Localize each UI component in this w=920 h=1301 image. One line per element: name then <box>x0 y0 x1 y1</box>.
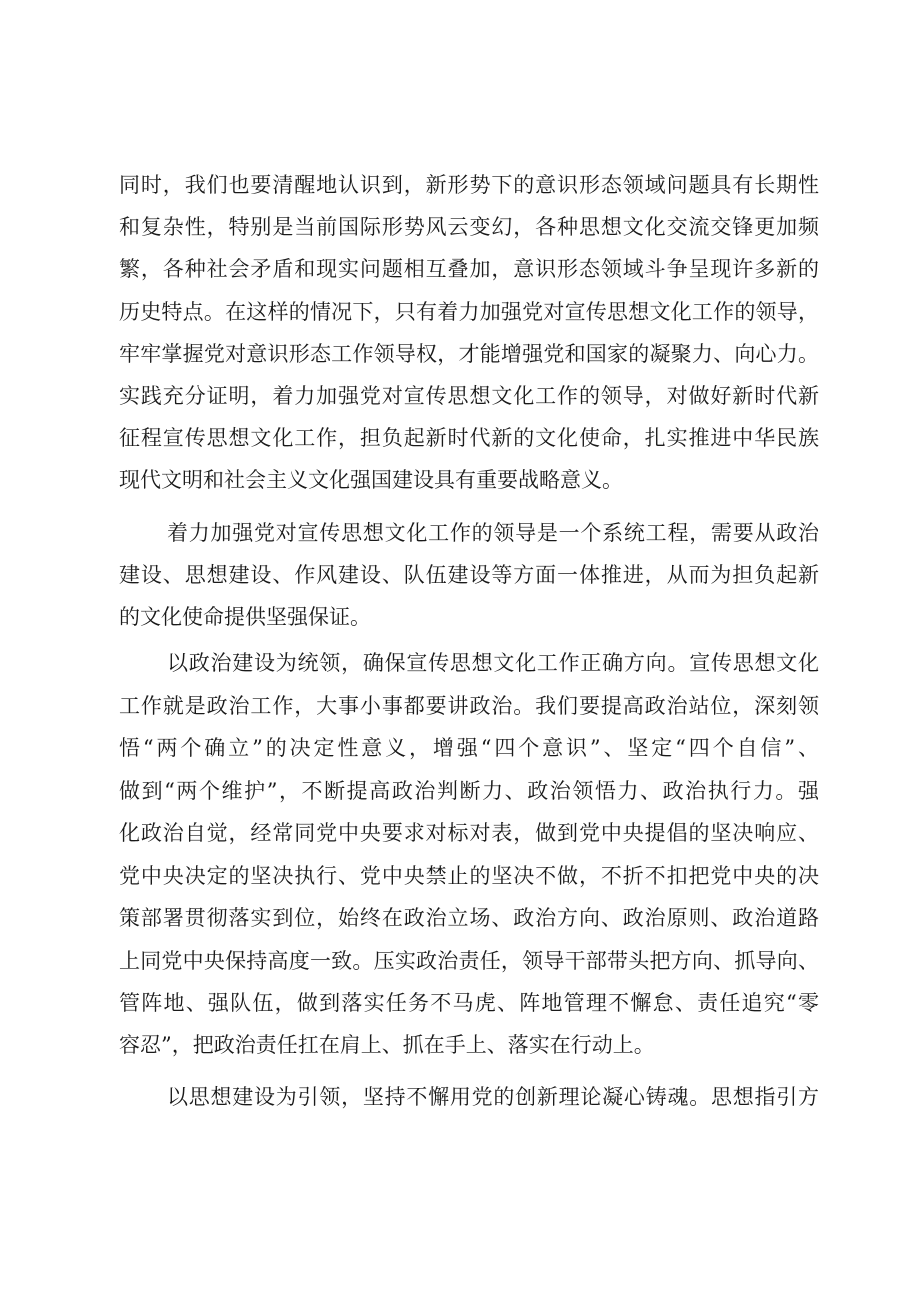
paragraph-line: 实践充分证明，着力加强党对宣传思想文化工作的领导，对做好新时代新 <box>119 384 819 408</box>
paragraph-line: 工作就是政治工作，大事小事都要讲政治。我们要提高政治站位，深刻领 <box>119 694 819 718</box>
paragraph-line: 牢牢掌握党对意识形态工作领导权，才能增强党和国家的凝聚力、向心力。 <box>119 342 819 366</box>
paragraph-line: 管阵地、强队伍，做到落实任务不马虎、阵地管理不懈怠、责任追究“零 <box>119 991 819 1015</box>
paragraph-line: 历史特点。在这样的情况下，只有着力加强党对宣传思想文化工作的领导， <box>119 300 819 324</box>
paragraph-line: 悟“两个确立”的决定性意义，增强“四个意识”、坚定“四个自信”、 <box>119 736 819 760</box>
paragraph-line: 繁，各种社会矛盾和现实问题相互叠加，意识形态领域斗争呈现许多新的 <box>119 257 819 281</box>
paragraph-line: 现代文明和社会主义文化强国建设具有重要战略意义。 <box>119 468 623 492</box>
paragraph-line: 的文化使命提供坚强保证。 <box>119 605 371 629</box>
paragraph-line: 建设、思想建设、作风建设、队伍建设等方面一体推进，从而为担负起新 <box>119 563 819 587</box>
paragraph-line: 征程宣传思想文化工作，担负起新时代新的文化使命，扎实推进中华民族 <box>119 426 819 450</box>
paragraph-line: 上同党中央保持高度一致。压实政治责任，领导干部带头把方向、抓导向、 <box>119 949 819 973</box>
paragraph-line: 以思想建设为引领，坚持不懈用党的创新理论凝心铸魂。思想指引方 <box>167 1085 819 1109</box>
paragraph-line: 和复杂性，特别是当前国际形势风云变幻，各种思想文化交流交锋更加频 <box>119 215 819 239</box>
paragraph-line: 以政治建设为统领，确保宣传思想文化工作正确方向。宣传思想文化 <box>167 651 819 675</box>
paragraph-line: 策部署贯彻落实到位，始终在政治立场、政治方向、政治原则、政治道路 <box>119 906 819 930</box>
paragraph-line: 着力加强党对宣传思想文化工作的领导是一个系统工程，需要从政治 <box>167 521 819 545</box>
paragraph-line: 化政治自觉，经常同党中央要求对标对表，做到党中央提倡的坚决响应、 <box>119 821 819 845</box>
paragraph-line: 同时，我们也要清醒地认识到，新形势下的意识形态领域问题具有长期性 <box>119 173 819 197</box>
paragraph-line: 党中央决定的坚决执行、党中央禁止的坚决不做，不折不扣把党中央的决 <box>119 864 819 888</box>
paragraph-line: 容忍”，把政治责任扛在肩上、抓在手上、落实在行动上。 <box>119 1033 655 1057</box>
paragraph-line: 做到“两个维护”，不断提高政治判断力、政治领悟力、政治执行力。强 <box>119 779 819 803</box>
